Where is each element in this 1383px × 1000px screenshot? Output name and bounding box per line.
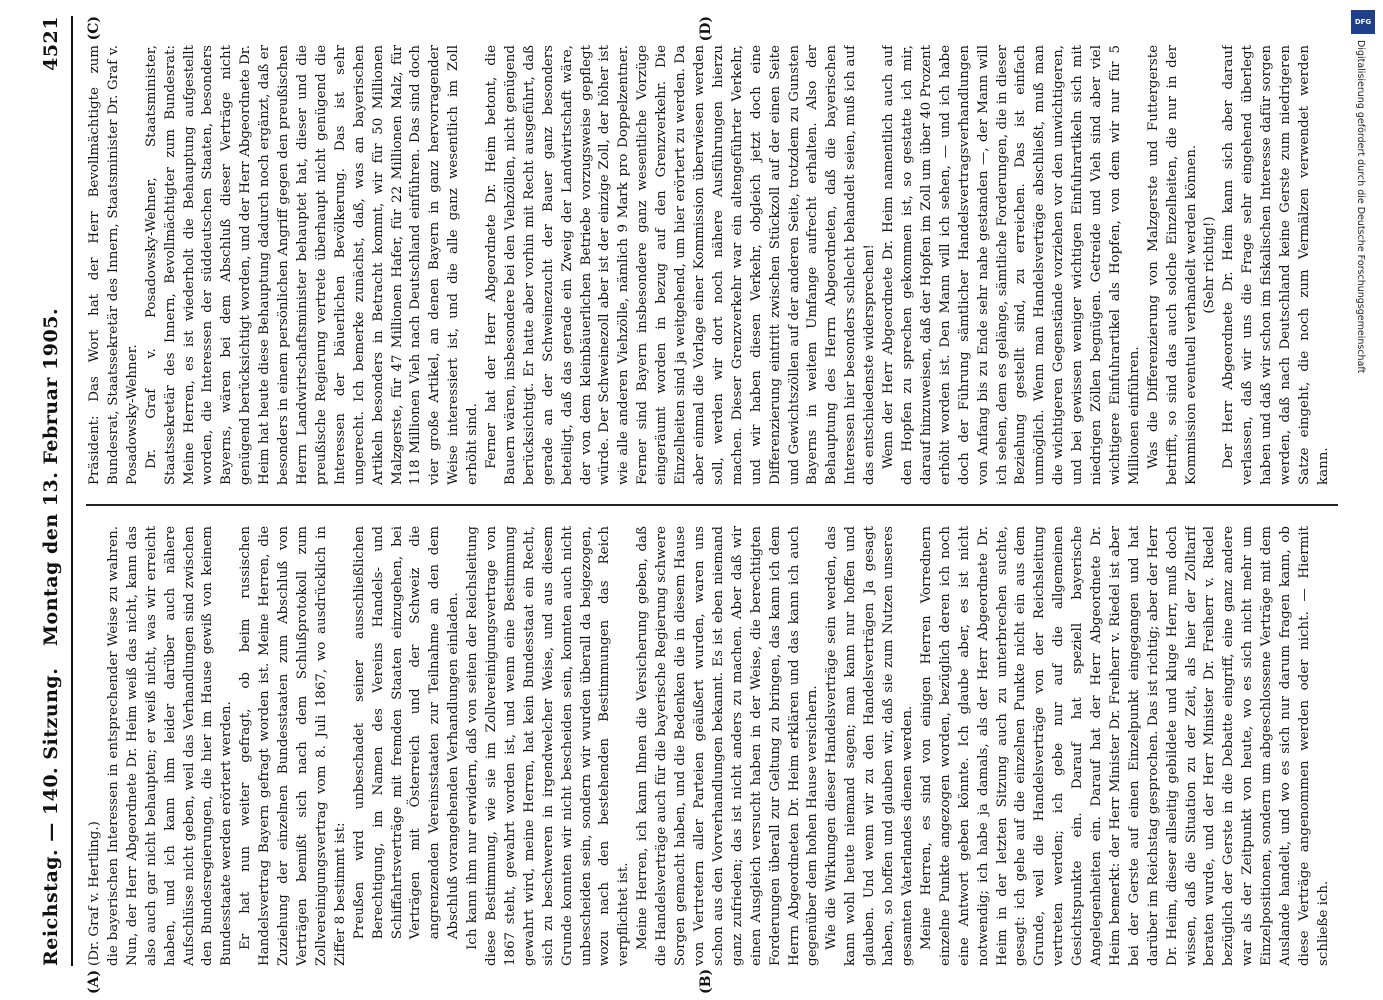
dfg-logo: DFG: [1351, 10, 1375, 34]
paragraph: Was die Differenzierung von Malzgerste und Futtergerste betrifft, so sind das auch solche Einzelheiten, die nur in der Kommission eventuell verhandelt werden können.: [1145, 45, 1199, 485]
margin-mark-b: (B): [698, 968, 714, 994]
paragraph: Ich kann ihm nur erwidern, daß von seiten der Reichsleitung diese Bestimmung, wie sie im Zollvereinigungsvertrage von 1867 steht, gewahrt worden ist, und wenn eine Bestimmung gewahrt wird, meine Herren, hat kein Bundesstaat ein Recht, sich zu beschweren in irgendwelcher Weise, und aus diesem Grunde konnten wir nicht bescheiden sein, konnten auch nicht unbescheiden sein, sondern wir wurden überall da beigezogen, wozu nach den bestehenden Bestimmungen das Reich verpflichtet ist.: [465, 526, 632, 966]
margin-mark-c: (C): [86, 16, 102, 41]
digitization-note: [1349, 10, 1379, 995]
paragraph: Wenn der Herr Abgeordnete Dr. Heim namentlich auch auf den Hopfen zu sprechen gekommen ist, so gestatte ich mir, darauf hinzuweisen, daß der Hopfen im Zoll um über 40 Prozent erhöht worden ist. Den Mann will ich sehen, — und ich habe doch der Führung sämtlicher Handelsvertragsverhandlungen von Anfang bis zu Ende sehr nahe gestanden —, der Mann will ich sehen, dem es gelänge, sämtliche Forderungen, die in dieser Beziehung gestellt sind, zu erreichen. Das ist einfach unmöglich. Wenn man Handelsverträge abschließt, muß man die wichtigeren Gegenstände vorziehen vor den unwichtigeren, und bei gewissen weniger wichtigen Einfuhrartikeln sich mit niedrigen Zöllen begnügen. Getreide und Vieh sind aber viel wichtigere Einfuhrartikel als Hopfen, von dem wir nur für 5 Millionen einführen.: [881, 45, 1142, 485]
header-left: Reichstag. — 140. Sitzung.: [40, 667, 62, 966]
paragraph: Meine Herren, ich kann Ihnen die Versicherung geben, daß die Handelsverträge auch für die bayerische Regierung schwere Sorgen gemacht haben, und die Bedenken die in diesem Hause von Vertretern aller Parteien geäußert wurden, waren uns schon aus den Vorverhandlungen bekannt. Es ist eben niemand ganz zufrieden; das ist nicht anders zu machen. Aber daß wir einen Ausgleich versucht haben in der Weise, die berechtigten Forderungen überall zur Geltung zu bringen, das kann ich dem Herrn Abgeordneten Dr. Heim erklären und das kann ich auch gegenüber dem hohen Hause versichern.: [635, 526, 821, 966]
text-column-right: [86, 45, 1334, 485]
quoted-paragraph: Preußen wird unbeschadet seiner ausschließlichen Berechtigung, im Namen des Vereins Handels- und Schiffahrtsverträge mit fremden Staaten einzugehen, bei Verträgen mit Österreich und der Schweiz die angrenzenden Vereinsstaaten zur Teilnahme an den dem Abschluß vorangehenden Verhandlungen einladen.: [351, 526, 462, 940]
paragraph: Dr. Graf v. Posadowsky-Wehner, Staatsminister, Staatssekretär des Innern, Bevollmächtigter zum Bundesrat: Meine Herren, es ist wiederholt die Behauptung aufgestellt worden, die Interessen der süddeutschen Staaten, besonders Bayerns, wären bei dem Abschluß dieser Verträge nicht genügend berücksichtigt worden, und der Herr Abgeordnete Dr. Heim hat heute diese Behauptung dadurch noch ergänzt, daß er besonders in einem persönlichen Angriff gegen den preußischen Herrn Landwirtschaftsminister behauptet hat, dieser und die preußische Regierung vertrete überhaupt nicht genügend die Interessen der bäuerlichen Bevölkerung. Das ist sehr ungerecht. Ich bemerke zunächst, daß, was an bayerischen Artikeln besonders in Betracht kommt, wir für 50 Millionen Malzgerste, für 47 Millionen Hafer, für 22 Millionen Malz, für 118 Millionen Vieh nach Deutschland einführen. Das sind doch vier große Artikel, an denen Bayern in ganz hervorragender Weise interessiert ist, und die alle ganz wesentlich im Zoll erhöht sind.: [143, 45, 481, 485]
paragraph: Präsident: Das Wort hat der Herr Bevollmächtigte zum Bundesrat, Staatssekretär des Innern, Staatsminister Dr. Graf v. Posadowsky-Wehner.: [87, 45, 140, 485]
paragraph: Meine Herren, es sind von einigen Herren Vorrednern einzelne Punkte angezogen worden, bezüglich deren ich noch eine Antwort geben könnte. Ich glaube aber, es ist nicht notwendig; ich habe ja damals, als der Herr Abgeordnete Dr. Heim in der letzten Sitzung auch zu unterbrechen suchte, gesagt: ich gehe auf die einzelnen Punkte nicht ein aus dem Grunde, weil die Handelsverträge von der Reichsleitung vertreten werden; ich gebe nur auf die allgemeinen Gesichtspunkte ein. Darauf hat speziell bayerische Angelegenheiten ein. Darauf hat der Herr Abgeordnete Dr. Heim bemerkt: der Herr Minister Dr. Freiherr v. Riedel ist aber bei der Gerste auf einen Einzelpunkt eingegangen und hat darüber im Reichstag gesprochen. Das ist richtig; aber der Herr Dr. Heim, dieser allseitig gebildete und kluge Herr, muß doch wissen, daß die Situation zu der Zeit, als hier der Zolltarif beraten wurde, und der Herr Minister Dr. Freiherr v. Riedel bezüglich der Gerste in die Debatte eingriff, eine ganz andere war als der Zeitpunkt von heute, wo es sich nicht mehr um Einzelpositionen, sondern um abgeschlossene Verträge mit dem Auslande handelt, und wo es sich nur darum fragen kann, ob diese Verträge angenommen werden oder nicht. — Hiermit schließe ich.: [918, 526, 1331, 966]
text-column-left: [86, 526, 1334, 966]
margin-mark-a: (A): [86, 969, 102, 994]
margin-mark-d: (D): [698, 16, 714, 42]
paragraph: die bayerischen Interessen in entsprechender Weise zu wahren. Nun, der Herr Abgeordnete Dr. Heim weiß das nicht, kann das also auch gar nicht behaupten; er weiß nicht, was wir erreicht haben, und ich kann ihm leider darüber auch nähere Aufschlüsse nicht geben, weil das Verhandlungen sind zwischen den Bundesregierungen, die hier im Hause gewiß von keinem Bundesstaate werden erörtert werden.: [105, 526, 235, 966]
paragraph: Ferner hat der Herr Abgeordnete Dr. Heim betont, die Bauern wären, insbesondere bei den Viehzöllen, nicht genügend berücksichtigt. Er hatte aber vorhin mit Recht ausgeführt, daß gerade an der Schweinezucht der Bauer ganz besonders beteiligt, daß das gerade ein Zweig der Landwirtschaft wäre, der von dem kleinbäuerlichen Betriebe vorzugsweise gepflegt würde. Der Schweinezoll aber ist der einzige Zoll, der höher ist wie alle anderen Viehzölle, nämlich 9 Mark pro Doppelzentner. Ferner sind Bayern insbesondere ganz wesentliche Vorzüge eingeräumt worden in bezug auf den Grenzverkehr. Die Einzelheiten sind ja weitgehend, um hier erörtert zu werden. Da aber einmal die Vorlage einer Kommission überwiesen werden soll, werden wir dort noch nähere Ausführungen hierzu machen. Dieser Grenzverkehr war ein altengeführter Verkehr, und wir haben diesen Verkehr, obgleich jetzt doch eine Differenzierung eintritt zwischen Stückzoll auf der einen Seite und Gewichtszöllen auf der anderen Seite, trotzdem zu Gunsten Bayerns in weitem Umfange aufrecht erhalten. Also der Behauptung des Herrn Abgeordneten, daß die bayerischen Interessen hier besonders schlecht behandelt seien, muß ich auf das entschiedenste widersprechen!: [484, 45, 878, 485]
paragraph: Der Herr Abgeordnete Dr. Heim kann sich aber darauf verlassen, daß wir uns die Frage sehr eingehend überlegt haben und daß wir schon im fiskalischen Interesse dafür sorgen werden, daß nach Deutschland keine Gerste zum niedrigeren Satze eingeht, die noch zum Vermälzen verwendet werden kann.: [1221, 45, 1331, 485]
header-rule: [71, 16, 73, 966]
column-divider: [86, 505, 1338, 507]
page-header: [40, 16, 70, 966]
digitization-credit: Digitalisierung gefördert durch die Deutsche Forschungsgemeinschaft: [1355, 40, 1366, 374]
interjection: (Sehr richtig!): [1202, 216, 1218, 314]
header-date: Montag den 13. Februar 1905.: [40, 307, 62, 646]
page-number: 4521: [40, 16, 62, 71]
paragraph: Er hat nun weiter gefragt, ob beim russischen Handelsvertrag Bayern gefragt worden ist. Meine Herren, die Zuziehung der einzelnen Bundesstaaten zum Abschluß von Verträgen bemißt sich nach dem Schlußprotokoll zum Zollvereinigungsvertrag vom 8. Juli 1867, wo ausdrücklich in Ziffer 8 bestimmt ist:: [238, 526, 348, 966]
speaker-note: (Dr. Graf v. Hertling.): [87, 821, 102, 966]
paragraph: Wie die Wirkungen dieser Handelsverträge sein werden, das kann wohl heute niemand sagen; man kann nur hoffen und glauben. Und wenn wir zu den Handelsverträgen Ja gesagt haben, so hoffen und glauben wir, daß sie zum Nutzen unseres gesamten Vaterlandes dienen werden.: [824, 526, 915, 966]
